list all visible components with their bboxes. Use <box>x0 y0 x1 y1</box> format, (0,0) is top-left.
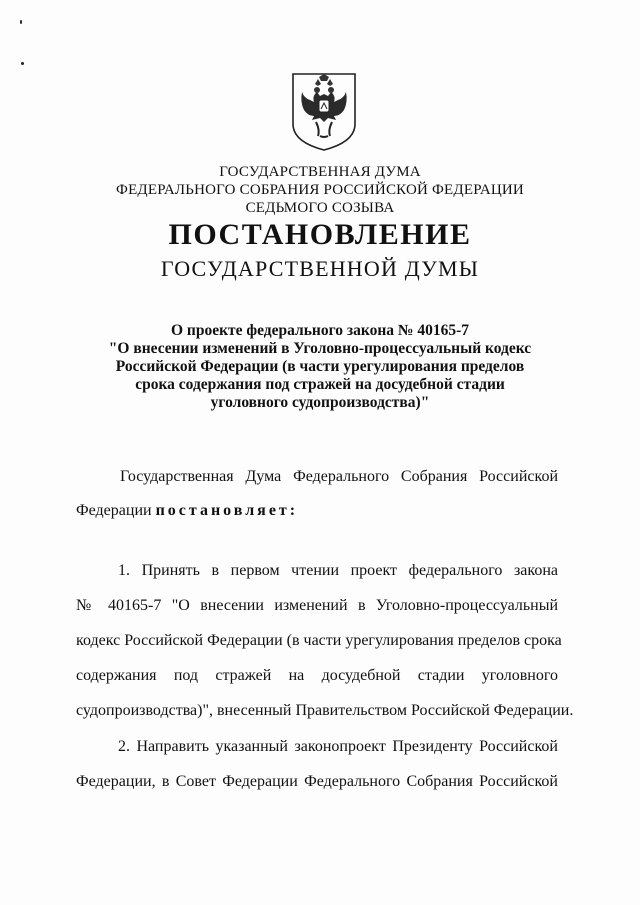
preamble-line1: Государственная Дума Федерального Собрания Российской <box>120 468 558 485</box>
subject-line5: уголовного судопроизводства)" <box>210 394 430 411</box>
issuing-body-line2: ФЕДЕРАЛЬНОГО СОБРАНИЯ РОССИЙСКОЙ ФЕДЕРАЦИИ <box>116 182 524 198</box>
document-title-sub: ГОСУДАРСТВЕННОЙ ДУМЫ <box>160 256 480 281</box>
scan-speck <box>20 20 22 24</box>
issuing-body <box>0 163 640 217</box>
issuing-body-line1: ГОСУДАРСТВЕННАЯ ДУМА <box>219 164 421 180</box>
item1-line5: судопроизводства)", внесенный Правительством Российской Федерации. <box>76 702 574 719</box>
item1-line4: содержания под стражей на досудебной стадии уголовного <box>76 667 558 684</box>
preamble-line2 <box>76 501 558 521</box>
document-title <box>0 218 640 282</box>
decree-verb: постановляет: <box>155 502 299 519</box>
subject-line4: срока содержания под стражей на досудебной стадии <box>135 376 505 393</box>
subject-line2: "О внесении изменений в Уголовно-процессуальный кодекс <box>108 340 532 357</box>
subject-line3: Российской Федерации (в части урегулирования пределов <box>115 358 525 375</box>
document-subject <box>0 322 640 412</box>
issuing-body-line3: СЕДЬМОГО СОЗЫВА <box>245 200 395 216</box>
item2-line1: 2. Направить указанный законопроект Президенту Российской <box>118 738 558 755</box>
item1-line3: кодекс Российской Федерации (в части урегулирования пределов срока <box>76 632 562 649</box>
item2-line2: Федерации, в Совет Федерации Федерального Собрания Российской <box>76 773 558 790</box>
scan-speck <box>21 62 24 65</box>
document-title-main: ПОСТАНОВЛЕНИЕ <box>168 218 472 251</box>
subject-line1: О проекте федерального закона № 40165-7 <box>170 322 469 339</box>
item1-line2: № 40165-7 "О внесении изменений в Уголовно-процессуальный <box>76 597 558 614</box>
preamble-line2-start: Федерации <box>76 502 156 519</box>
item1-line1: 1. Принять в первом чтении проект федерального закона <box>118 562 558 579</box>
coat-of-arms-emblem <box>290 72 358 152</box>
